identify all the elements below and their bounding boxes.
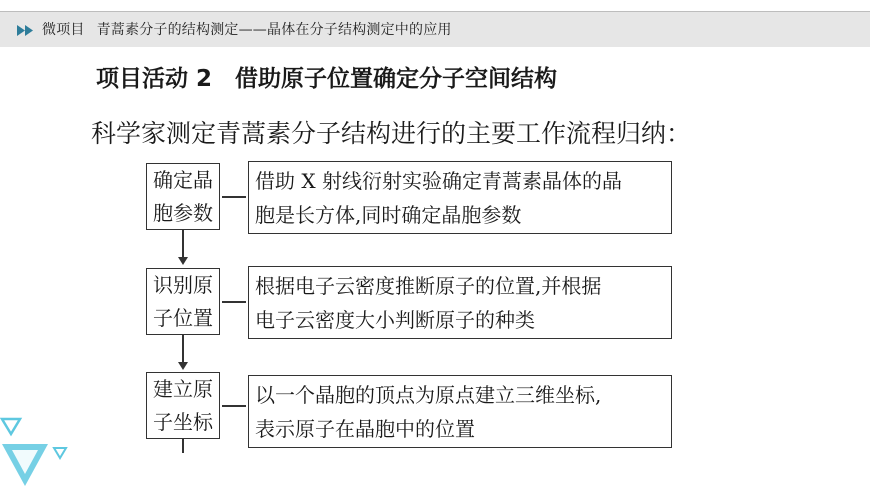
header-top-line bbox=[0, 11, 870, 12]
step-label-line: 建立原 bbox=[153, 376, 213, 401]
flow-line bbox=[182, 230, 184, 258]
step-desc-line: 电子云密度大小判断原子的种类 bbox=[255, 308, 535, 332]
step-desc-line: 根据电子云密度推断原子的位置,并根据 bbox=[255, 274, 602, 298]
connector-dash bbox=[222, 405, 246, 407]
step-label-line: 识别原 bbox=[153, 272, 213, 297]
breadcrumb-section: 微项目 bbox=[42, 22, 85, 38]
page-heading: 项目活动 2 借助原子位置确定分子空间结构 bbox=[96, 66, 558, 92]
step-label-line: 子位置 bbox=[153, 305, 213, 330]
step-label-line: 胞参数 bbox=[153, 200, 213, 225]
connector-dash bbox=[222, 196, 246, 198]
connector-dash bbox=[222, 301, 246, 303]
decorative-triangles-icon bbox=[0, 416, 80, 489]
step-desc-line: 胞是长方体,同时确定晶胞参数 bbox=[255, 203, 522, 227]
step-desc-box-1 bbox=[248, 161, 672, 234]
step-label-line: 确定晶 bbox=[153, 167, 213, 192]
flow-line bbox=[182, 335, 184, 363]
step-box-1 bbox=[146, 163, 220, 230]
step-desc-box-2 bbox=[248, 266, 672, 339]
arrow-down-icon bbox=[178, 257, 188, 265]
step-box-2 bbox=[146, 268, 220, 335]
step-desc-line: 借助 X 射线衍射实验确定青蒿素晶体的晶 bbox=[255, 169, 622, 193]
step-box-3 bbox=[146, 372, 220, 439]
play-forward-icon bbox=[17, 25, 35, 36]
step-desc-line: 以一个晶胞的顶点为原点建立三维坐标, bbox=[255, 383, 602, 407]
step-desc-box-3 bbox=[248, 375, 672, 448]
flow-line bbox=[182, 439, 184, 453]
step-desc-line: 表示原子在晶胞中的位置 bbox=[255, 417, 475, 441]
breadcrumb bbox=[42, 19, 452, 39]
arrow-down-icon bbox=[178, 362, 188, 370]
intro-text: 科学家测定青蒿素分子结构进行的主要工作流程归纳： bbox=[91, 119, 692, 148]
breadcrumb-title: 青蒿素分子的结构测定——晶体在分子结构测定中的应用 bbox=[96, 22, 452, 38]
step-label-line: 子坐标 bbox=[153, 409, 213, 434]
